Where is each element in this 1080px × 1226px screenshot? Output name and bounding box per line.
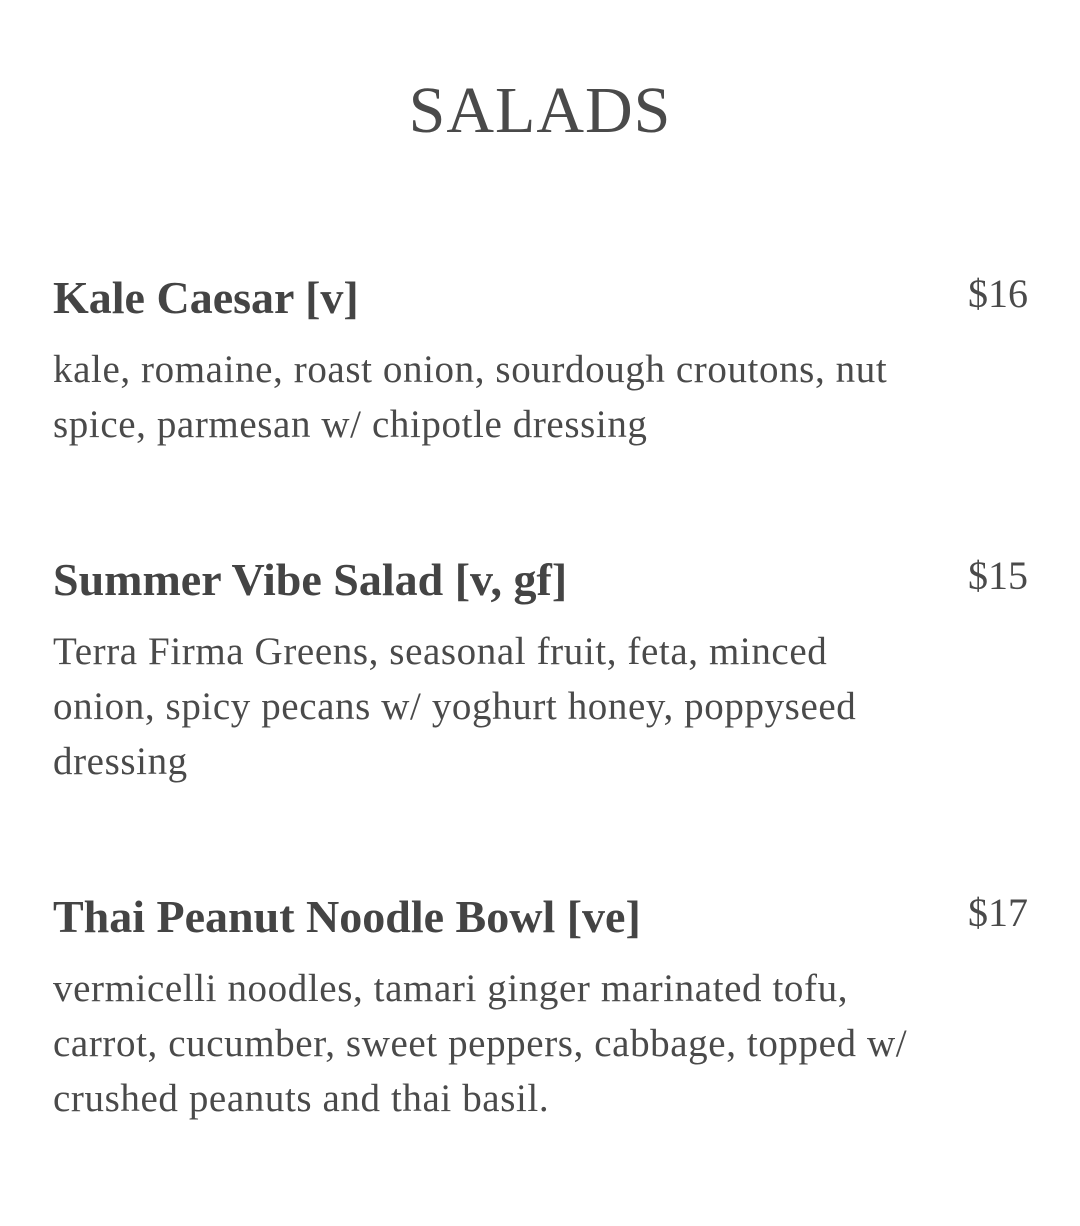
menu-item bbox=[53, 889, 1028, 1126]
menu-item bbox=[53, 270, 1028, 452]
section-title: SALADS bbox=[408, 74, 672, 147]
menu-item-description: Terra Firma Greens, seasonal fruit, feta, minced onion, spicy pecans w/ yoghurt honey, poppyseed dressing bbox=[53, 630, 857, 783]
menu-item-name: Summer Vibe Salad [v, gf] bbox=[53, 554, 568, 605]
menu-item bbox=[53, 552, 1028, 789]
menu-item-name: Kale Caesar [v] bbox=[53, 272, 359, 323]
menu-item-price: $16 bbox=[968, 271, 1028, 316]
menu-item-header bbox=[53, 552, 1028, 612]
menu-item-description: kale, romaine, roast onion, sourdough croutons, nut spice, parmesan w/ chipotle dressing bbox=[53, 348, 888, 446]
menu-item-description: vermicelli noodles, tamari ginger marinated tofu, carrot, cucumber, sweet peppers, cabbage, topped w/ crushed peanuts and thai basil. bbox=[53, 967, 908, 1120]
menu-item-header bbox=[53, 270, 1028, 330]
menu-item-price: $17 bbox=[968, 890, 1028, 935]
menu-list bbox=[53, 270, 1028, 1226]
menu-item-name: Thai Peanut Noodle Bowl [ve] bbox=[53, 891, 641, 942]
menu-item-price: $15 bbox=[968, 553, 1028, 598]
menu-item-header bbox=[53, 889, 1028, 949]
